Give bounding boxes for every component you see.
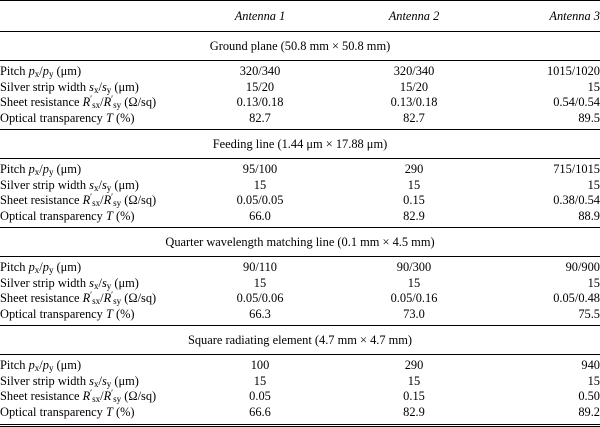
row-label-unit: (%): [112, 110, 135, 125]
row-label-pitch: [0, 260, 186, 276]
row-label-resistance: [0, 389, 186, 405]
section-row-3: [0, 326, 600, 355]
row-label-prime: ′: [111, 388, 114, 399]
row-label-unit: (%): [112, 404, 135, 419]
table-row: [0, 389, 600, 405]
row-label-pitch: [0, 64, 186, 80]
row-label-text: Pitch: [0, 260, 29, 275]
table-row: [0, 209, 600, 225]
row-label-variable: s: [89, 79, 94, 94]
cell-antenna-1: 15: [253, 275, 267, 290]
section-title: Feeding line (1.44 μm × 17.88 μm): [0, 130, 600, 159]
cell-antenna-3: 15: [587, 177, 600, 192]
section-title: Ground plane (50.8 mm × 50.8 mm): [0, 32, 600, 61]
cell-antenna-3: 15: [587, 373, 600, 388]
cell-antenna-1: 95/100: [242, 162, 278, 177]
cell-antenna-2: 0.13/0.18: [390, 95, 438, 110]
row-label-width: [0, 374, 186, 390]
header-empty-cell: [0, 1, 186, 32]
cell-antenna-1: 0.05: [249, 389, 271, 404]
section-row-1: [0, 130, 600, 159]
cell-antenna-2: 290: [404, 162, 424, 177]
row-label-unit: (μm): [53, 64, 82, 79]
row-label-separator: /: [100, 291, 104, 306]
cell-antenna-3: 75.5: [578, 306, 600, 321]
table-row: [0, 64, 600, 80]
cell-antenna-1: 66.6: [249, 404, 271, 419]
row-label-text: Optical transparency: [0, 110, 106, 125]
row-label-unit: (%): [112, 208, 135, 223]
row-label-subscript: y: [48, 265, 54, 276]
row-label-variable: R: [103, 291, 112, 306]
cell-antenna-3: 15: [587, 275, 600, 290]
row-label-variable: T: [105, 110, 113, 125]
table-header-row: [0, 1, 600, 32]
row-label-unit: (μm): [111, 177, 139, 192]
cell-antenna-1: 0.13/0.18: [236, 95, 284, 110]
cell-antenna-3: 89.5: [578, 110, 600, 125]
cell-antenna-1: 320/340: [239, 64, 281, 79]
row-label-text: Optical transparency: [0, 306, 106, 321]
cell-antenna-2: 15: [407, 373, 421, 388]
row-label-resistance: [0, 95, 186, 111]
row-label-variable: R: [82, 389, 91, 404]
table-row: [0, 111, 600, 127]
cell-antenna-2: 320/340: [393, 64, 435, 79]
row-label-variable: p: [28, 260, 35, 275]
header-antenna-1: Antenna 1: [186, 1, 334, 32]
row-label-variable: p: [28, 358, 35, 373]
row-label-subscript: sy: [113, 100, 122, 111]
row-label-width: [0, 276, 186, 292]
row-label-subscript: x: [93, 182, 99, 193]
spacer-row: [0, 420, 600, 426]
row-label-unit: (μm): [111, 275, 139, 290]
cell-antenna-2: 82.7: [403, 110, 425, 125]
row-label-text: Sheet resistance: [0, 291, 83, 306]
row-label-variable: p: [28, 162, 35, 177]
cell-antenna-1: 66.3: [249, 306, 271, 321]
row-label-separator: /: [98, 373, 102, 388]
section-row-2: [0, 228, 600, 257]
table-row: [0, 307, 600, 323]
row-label-subscript: x: [93, 84, 99, 95]
row-label-text: Pitch: [0, 358, 29, 373]
row-label-variable: T: [105, 208, 113, 223]
cell-antenna-1: 15: [253, 177, 267, 192]
row-label-prime: ′: [111, 290, 114, 301]
table-row: [0, 291, 600, 307]
row-label-variable: p: [42, 358, 49, 373]
cell-antenna-2: 0.05/0.16: [390, 291, 438, 306]
row-label-unit: (μm): [53, 162, 82, 177]
cell-antenna-2: 90/300: [396, 260, 432, 275]
row-label-unit: (Ω/sq): [121, 291, 157, 306]
row-label-unit: (μm): [111, 373, 139, 388]
row-label-variable: T: [105, 306, 113, 321]
row-label-subscript: sx: [92, 100, 101, 111]
row-label-text: Silver strip width: [0, 79, 90, 94]
cell-antenna-1: 15/20: [245, 79, 275, 94]
row-label-variable: s: [101, 177, 107, 192]
row-label-variable: R: [103, 389, 112, 404]
row-label-prime: ′: [90, 290, 93, 301]
row-label-separator: /: [98, 79, 102, 94]
row-label-transparency: [0, 307, 186, 323]
section-title: Quarter wavelength matching line (0.1 mm × 4.5 mm): [0, 228, 600, 257]
row-label-separator: /: [39, 64, 43, 79]
row-label-variable: s: [101, 275, 107, 290]
row-label-separator: /: [100, 193, 104, 208]
cell-antenna-2: 82.9: [403, 208, 425, 223]
table-row: [0, 405, 600, 421]
row-label-transparency: [0, 209, 186, 225]
row-label-variable: s: [89, 275, 94, 290]
row-label-subscript: y: [48, 363, 54, 374]
row-label-variable: R: [82, 95, 91, 110]
row-label-subscript: y: [106, 84, 112, 95]
row-label-subscript: x: [93, 280, 99, 291]
row-label-prime: ′: [90, 192, 93, 203]
cell-antenna-3: 1015/1020: [546, 64, 600, 79]
row-label-unit: (μm): [111, 79, 139, 94]
row-label-pitch: [0, 162, 186, 178]
cell-antenna-3: 15: [587, 79, 600, 94]
row-label-variable: p: [28, 64, 35, 79]
cell-antenna-1: 66.0: [249, 208, 271, 223]
row-label-subscript: sx: [92, 296, 101, 307]
table-row: [0, 193, 600, 209]
row-label-subscript: x: [34, 265, 40, 276]
row-label-variable: s: [101, 79, 107, 94]
section-row-0: [0, 32, 600, 61]
row-label-subscript: y: [106, 280, 112, 291]
row-label-prime: ′: [111, 192, 114, 203]
cell-antenna-2: 82.9: [403, 404, 425, 419]
row-label-text: Sheet resistance: [0, 193, 83, 208]
row-label-text: Silver strip width: [0, 275, 90, 290]
row-label-separator: /: [100, 95, 104, 110]
row-label-unit: (%): [112, 306, 135, 321]
table-row: [0, 260, 600, 276]
cell-antenna-1: 15: [253, 373, 267, 388]
row-label-variable: R: [82, 291, 91, 306]
row-label-subscript: y: [48, 167, 54, 178]
table-row: [0, 358, 600, 374]
row-label-text: Silver strip width: [0, 177, 90, 192]
cell-antenna-2: 0.15: [403, 389, 425, 404]
row-label-separator: /: [98, 275, 102, 290]
cell-antenna-2: 15: [407, 177, 421, 192]
table-row: [0, 374, 600, 390]
cell-antenna-2: 15/20: [399, 79, 429, 94]
cell-antenna-3: 90/900: [565, 260, 600, 275]
row-label-text: Sheet resistance: [0, 389, 83, 404]
row-label-variable: s: [101, 373, 107, 388]
cell-antenna-3: 0.05/0.48: [553, 291, 600, 306]
row-label-subscript: x: [34, 167, 40, 178]
row-label-text: Pitch: [0, 64, 29, 79]
cell-antenna-1: 0.05/0.06: [236, 291, 284, 306]
row-label-subscript: sx: [92, 198, 101, 209]
row-label-prime: ′: [90, 388, 93, 399]
cell-antenna-2: 73.0: [403, 306, 425, 321]
cell-antenna-3: 89.2: [578, 404, 600, 419]
row-label-subscript: sy: [113, 198, 122, 209]
row-label-variable: p: [42, 64, 49, 79]
cell-antenna-1: 82.7: [249, 110, 271, 125]
row-label-separator: /: [39, 358, 43, 373]
row-label-subscript: x: [34, 69, 40, 80]
row-label-subscript: x: [93, 378, 99, 389]
row-label-variable: T: [105, 404, 113, 419]
row-label-variable: p: [42, 260, 49, 275]
cell-antenna-3: 0.38/0.54: [553, 193, 600, 208]
row-label-variable: R: [103, 95, 112, 110]
cell-antenna-3: 88.9: [578, 208, 600, 223]
section-title: Square radiating element (4.7 mm × 4.7 mm): [0, 326, 600, 355]
row-label-separator: /: [98, 177, 102, 192]
row-label-unit: (Ω/sq): [121, 389, 157, 404]
cell-antenna-3: 0.50: [578, 389, 600, 404]
cell-antenna-3: 0.54/0.54: [553, 95, 600, 110]
row-label-unit: (μm): [53, 358, 82, 373]
row-label-unit: (Ω/sq): [121, 95, 157, 110]
row-label-text: Sheet resistance: [0, 95, 83, 110]
row-label-separator: /: [39, 162, 43, 177]
cell-antenna-1: 90/110: [243, 260, 277, 275]
cell-antenna-2: 15: [407, 275, 421, 290]
row-label-width: [0, 178, 186, 194]
row-label-subscript: sy: [113, 394, 122, 405]
row-label-subscript: y: [106, 378, 112, 389]
row-label-unit: (μm): [53, 260, 82, 275]
row-label-subscript: y: [48, 69, 54, 80]
row-label-width: [0, 80, 186, 96]
row-label-text: Optical transparency: [0, 404, 106, 419]
header-antenna-2: Antenna 2: [334, 1, 494, 32]
row-label-subscript: x: [34, 363, 40, 374]
cell-antenna-1: 100: [250, 358, 270, 373]
cell-antenna-2: 290: [404, 358, 424, 373]
table-row: [0, 276, 600, 292]
row-label-separator: /: [100, 389, 104, 404]
row-label-subscript: sy: [113, 296, 122, 307]
row-label-transparency: [0, 405, 186, 421]
row-label-variable: R: [82, 193, 91, 208]
row-label-variable: p: [42, 162, 49, 177]
row-label-separator: /: [39, 260, 43, 275]
row-label-subscript: y: [106, 182, 112, 193]
header-antenna-3: Antenna 3: [494, 1, 600, 32]
row-label-text: Silver strip width: [0, 373, 90, 388]
table-row: [0, 80, 600, 96]
table-row: [0, 95, 600, 111]
row-label-subscript: sx: [92, 394, 101, 405]
row-label-prime: ′: [111, 94, 114, 105]
row-label-text: Optical transparency: [0, 208, 106, 223]
row-label-unit: (Ω/sq): [121, 193, 157, 208]
cell-antenna-1: 0.05/0.05: [236, 193, 284, 208]
row-label-text: Pitch: [0, 162, 29, 177]
cell-antenna-2: 0.15: [403, 193, 425, 208]
row-label-variable: s: [89, 177, 94, 192]
row-label-prime: ′: [90, 94, 93, 105]
table-row: [0, 178, 600, 194]
row-label-variable: s: [89, 373, 94, 388]
row-label-variable: R: [103, 193, 112, 208]
row-label-pitch: [0, 358, 186, 374]
cell-antenna-3: 715/1015: [553, 162, 600, 177]
row-label-resistance: [0, 291, 186, 307]
row-label-resistance: [0, 193, 186, 209]
row-label-transparency: [0, 111, 186, 127]
cell-antenna-3: 940: [581, 358, 600, 373]
table-row: [0, 162, 600, 178]
